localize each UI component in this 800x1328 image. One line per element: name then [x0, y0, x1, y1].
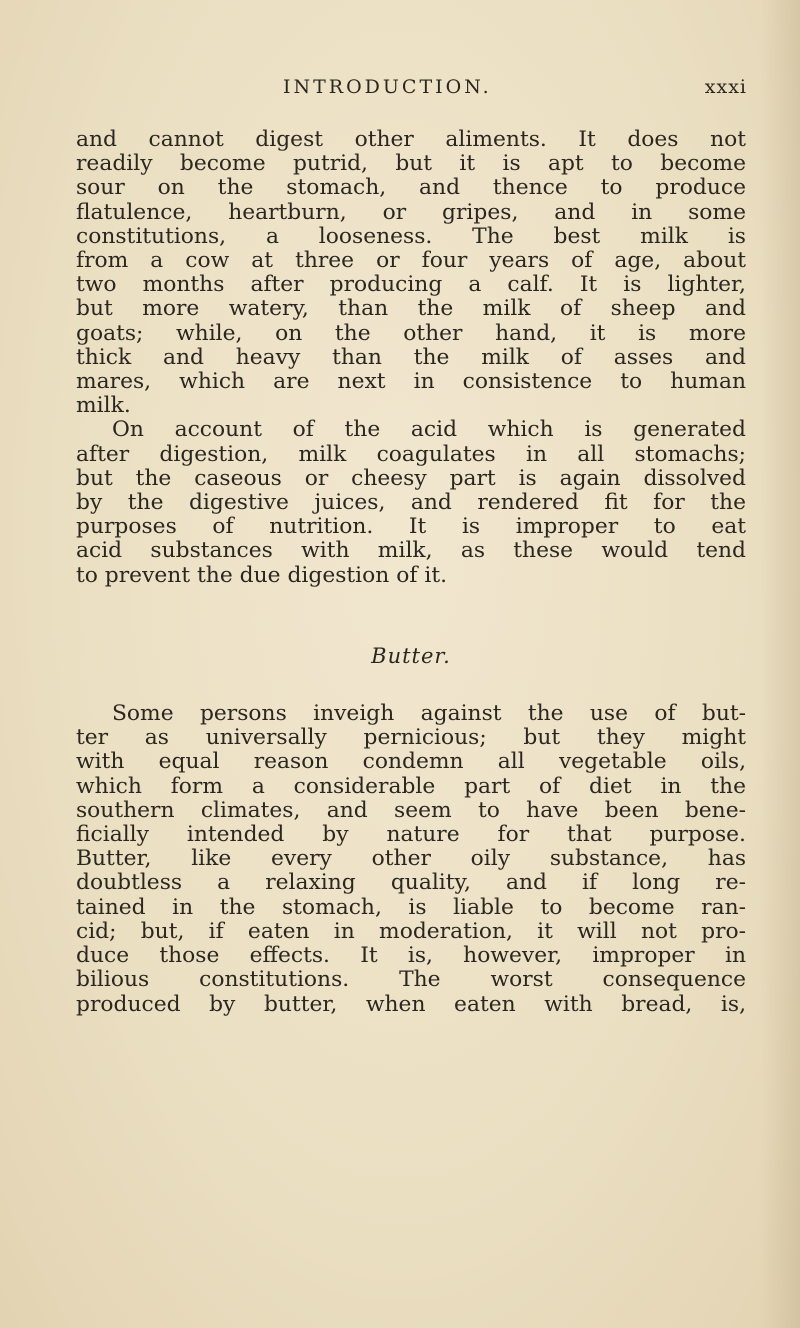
running-title: INTRODUCTION.	[283, 76, 492, 98]
text-line: sour on the stomach, and thence to produce	[76, 175, 746, 201]
text-line: but more watery, than the milk of sheep and	[76, 296, 746, 322]
text-line: from a cow at three or four years of age, about	[76, 248, 746, 274]
text-line: two months after producing a calf. It is lighter,	[76, 272, 746, 298]
text-line: doubtless a relaxing quality, and if long re-	[76, 870, 746, 896]
text-line: tained in the stomach, is liable to become ran-	[76, 894, 746, 920]
text-line: acid substances with milk, as these would tend	[76, 538, 746, 564]
text-line: goats; while, on the other hand, it is more	[76, 320, 746, 346]
running-header	[283, 76, 753, 104]
text-line: readily become putrid, but it is apt to become	[76, 151, 746, 177]
text-line: thick and heavy than the milk of asses and	[76, 344, 746, 370]
text-line: produced by butter, when eaten with bread, is,	[76, 991, 746, 1017]
text-line: Butter, like every other oily substance, has	[76, 846, 746, 872]
text-line: constitutions, a looseness. The best milk is	[76, 223, 746, 249]
text-line: by the digestive juices, and rendered fit for the	[76, 490, 746, 516]
text-line: and cannot digest other aliments. It does not	[76, 127, 746, 152]
text-line: which form a considerable part of diet in the	[76, 773, 746, 799]
paragraph-milk-acid	[76, 418, 746, 587]
text-line: On account of the acid which is generated	[112, 417, 746, 443]
text-line: Some persons inveigh against the use of but-	[112, 701, 746, 727]
text-line: ter as universally pernicious; but they might	[76, 725, 746, 751]
page-edge-shadow	[760, 0, 800, 1328]
body-text	[76, 128, 746, 1017]
text-line: mares, which are next in consistence to human	[76, 369, 746, 395]
paragraph-milk-digestion	[76, 128, 746, 418]
text-line: flatulence, heartburn, or gripes, and in some	[76, 199, 746, 225]
text-line: but the caseous or cheesy part is again dissolved	[76, 465, 746, 491]
text-line: to prevent the due digestion of it.	[76, 562, 448, 588]
page-number: xxxi	[704, 76, 747, 98]
text-line: after digestion, milk coagulates in all stomachs;	[76, 441, 746, 467]
section-heading-butter: Butter.	[371, 643, 451, 668]
text-line: bilious constitutions. The worst consequence	[76, 967, 746, 993]
text-line: cid; but, if eaten in moderation, it will not pro-	[76, 918, 746, 944]
text-line: duce those effects. It is, however, improper in	[76, 943, 746, 969]
text-line: ficially intended by nature for that purpose.	[76, 822, 746, 848]
text-line: southern climates, and seem to have been bene-	[76, 797, 746, 823]
paragraph-butter	[76, 702, 746, 1017]
text-line: purposes of nutrition. It is improper to eat	[76, 514, 746, 540]
text-line: with equal reason condemn all vegetable oils,	[76, 749, 746, 775]
text-line: milk.	[76, 393, 131, 419]
